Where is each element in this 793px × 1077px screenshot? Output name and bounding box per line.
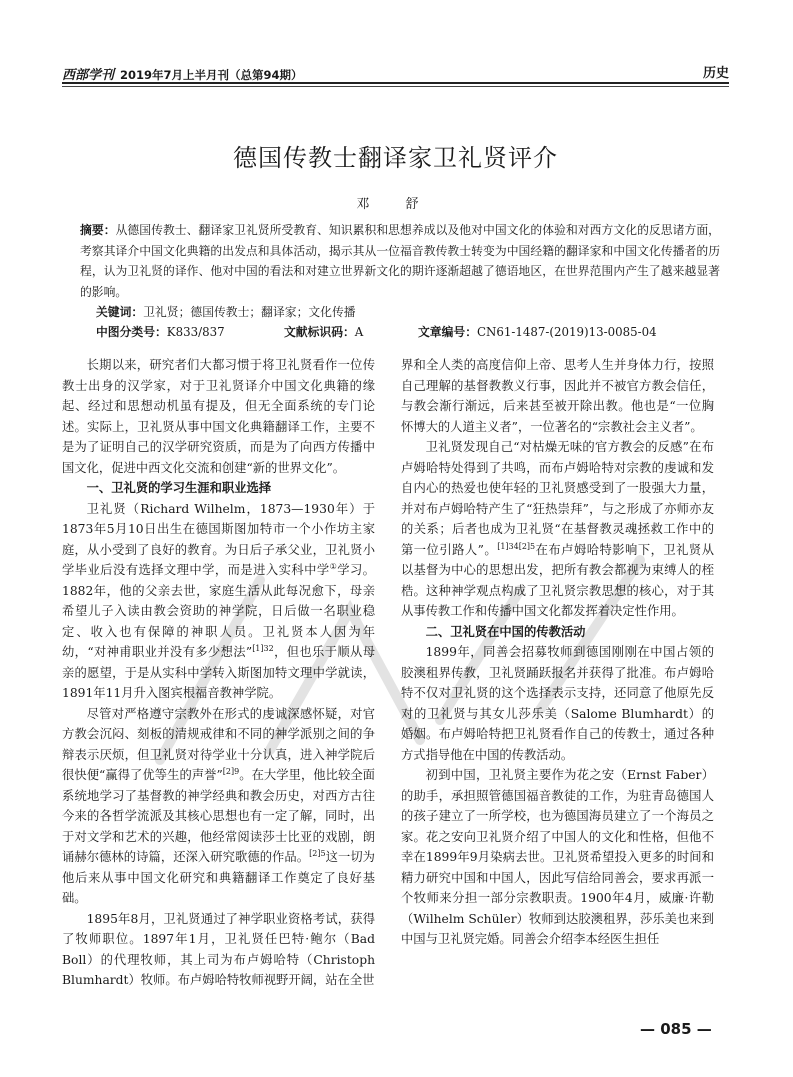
journal-issue: 2019年7月上半月刊（总第94期） (120, 68, 303, 82)
header-rule-thick (62, 82, 729, 84)
paragraph-text: 尽管对严格遵守宗教外在形式的虔诚深感怀疑，对官方教会沉闷、刻板的清规戒律和不同的神学派别之间的争辩表示厌烦，但卫礼贤对待学业十分认真，进入神学院后很快便“赢得了优等生的声誉” (62, 706, 375, 782)
journal-name: 西部学刊 (62, 68, 115, 83)
paragraph: 初到中国，卫礼贤主要作为花之安（Ernst Faber）的助手，承担照管德国福音教徒的工作，为驻青岛德国人的孩子建立了一所学校，也为德国海员建立了一个海员之家。花之安向卫礼贤介绍了中国人的文化和性格，但他不幸在1899年9月染病去世。卫礼贤希望投入更多的时间和精力研究中国和中国人，因此写信给同善会，要求再派一个牧师来分担一部分宗教职责。1900年4月，威廉·许勒（Wilhelm Schüler）牧师到达胶澳租界，莎乐美也来到中国与卫礼贤完婚。同善会介绍李本经医生担任 (401, 768, 714, 946)
footnote-marker: ① (329, 561, 338, 571)
abstract-label: 摘要： (80, 223, 116, 237)
journal-info (62, 64, 303, 83)
paragraph-text: 学习。1882年，他的父亲去世，家庭生活从此每况愈下，母亲希望儿子入读由教会资助的神学院，日后做一名职业稳定、收入也有保障的神职人员。卫礼贤本人因为年幼，“对神甫职业并没有多少想法” (62, 563, 375, 659)
article-title: 德国传教士翻译家卫礼贤评介 (233, 144, 558, 172)
abstract (80, 220, 720, 302)
citation-marker: [1]34[2]5 (497, 541, 536, 551)
paragraph-text: 卫礼贤（Richard Wilhelm，1873—1930年）于1873年5月10日出生在德国斯图加特市一个小作坊主家庭，从小受到了良好的教育。为日后子承父业，卫礼贤小学毕业后没有选择文理中学，而是进入实科中学 (62, 501, 375, 577)
paragraph-text: 在布卢姆哈特影响下，卫礼贤从以基督为中心的思想出发，把所有教会都视为束缚人的桎梏。这种神学观点构成了卫礼贤宗教思想的核心，对于其从事传教工作和传播中国文化都发挥着决定性作用。 (401, 542, 714, 618)
paragraph: 1895年8月，卫礼贤通过了神学职业资格考试，获得了牧师职位。1897年1月，卫礼贤任巴特·鲍尔（Bad Boll）的代理牧师，其上司为布卢姆哈特（Christoph Blumhardt）牧师。布卢姆哈特牧师视野开阔，站在全世 (62, 911, 375, 987)
paragraph-text: ，但也乐于顺从母亲的愿望，于是从实科中学转入斯图加特文理中学就读，1891年11月升入图宾根福音教神学院。 (62, 645, 375, 700)
clc-value: K833/837 (166, 325, 225, 339)
art-label: 文章编号： (418, 325, 477, 339)
page-number: — 085 — (640, 1020, 712, 1038)
body-column-left (62, 355, 375, 991)
art-value: CN61-1487-(2019)13-0085-04 (477, 325, 657, 339)
article-number (418, 323, 657, 340)
paragraph (62, 499, 375, 704)
article-author: 邓 舒 (356, 197, 435, 212)
paragraph: 长期以来，研究者们大都习惯于将卫礼贤看作一位传教士出身的汉学家，对于卫礼贤译介中国文化典籍的缘起、经过和思想动机虽有提及，但无全面系统的专门论述。实际上，卫礼贤从事中国文化典籍翻译工作，主要不是为了证明自己的汉学研究资质，而是为了向西方传播中国文化，促进中西文化交流和创建“新的世界文化”。 (62, 358, 375, 475)
paragraph-text: 这一切为他后来从事中国文化研究和典籍翻译工作奠定了良好基础。 (62, 850, 375, 905)
document-code (284, 323, 363, 340)
clc-number (96, 323, 225, 340)
doc-label: 文献标识码： (284, 325, 355, 339)
paragraph (401, 437, 714, 622)
paragraph-text: 卫礼贤发现自己“对枯燥无味的官方教会的反感”在布卢姆哈特处得到了共鸣，而布卢姆哈特对宗教的虔诚和发自内心的热爱也使年轻的卫礼贤感受到了一股强大力量，并对布卢姆哈特产生了“狂热崇拜”，与之形成了亦师亦友的关系；后者也成为卫礼贤“在基督教灵魂拯救工作中的第一位引路人”。 (401, 440, 714, 557)
running-header (62, 62, 729, 82)
body-column-right (401, 355, 714, 950)
keywords-label: 关键词： (96, 305, 144, 319)
abstract-text: 从德国传教士、翻译家卫礼贤所受教育、知识累积和思想养成以及他对中国文化的体验和对西方文化的反思诸方面，考察其译介中国文化典籍的出发点和具体活动，揭示其从一位福音教传教士转变为中国经籍的翻译家和中国文化传播者的历程，认为卫礼贤的译作、他对中国的看法和对建立世界新文化的期许逐渐超越了德语地区，在世界范围内产生了越来越显著的影响。 (80, 223, 720, 299)
keywords-text: 卫礼贤；德国传教士；翻译家；文化传播 (143, 305, 356, 319)
paragraph: 1899年，同善会招募牧师到德国刚刚在中国占领的胶澳租界传教，卫礼贤踊跃报名并获得了批准。布卢姆哈特不仅对卫礼贤的这个选择表示支持，还同意了他原先反对的卫礼贤与其女儿莎乐美（Salome Blumhardt）的婚姻。布卢姆哈特把卫礼贤看作自己的传教士，通过各种方式指导他在中国的传教活动。 (401, 645, 714, 762)
keywords (96, 303, 356, 320)
header-rule-thin (62, 86, 729, 87)
paragraph: 界和全人类的高度信仰上帝、思考人生并身体力行，按照自己理解的基督教教义行事，因此并不被官方教会信任，与教会渐行渐远，后来甚至被开除出教。他也是“一位胸怀博大的人道主义者”，一位著名的“宗教社会主义者”。 (401, 358, 714, 434)
citation-marker: [2]5 (309, 848, 326, 858)
clc-label: 中图分类号： (96, 325, 167, 339)
section-heading-1: 一、卫礼贤的学习生涯和职业选择 (86, 481, 272, 495)
paragraph-text: 。在大学里，他比较全面系统地学习了基督教的神学经典和教会历史，对西方古往今来的各哲学流派及其核心思想也有一定了解，同时，出于对文学和艺术的兴趣，他经常阅读莎士比亚的戏剧，朗诵赫尔德林的诗篇，还深入研究歌德的作品。 (62, 768, 375, 864)
paragraph (62, 704, 375, 909)
section-label: 历史 (702, 66, 729, 81)
citation-marker: [2]9 (222, 766, 240, 776)
citation-marker: [1]32 (252, 643, 274, 653)
doc-value: A (354, 325, 364, 339)
section-heading-2: 二、卫礼贤在中国的传教活动 (425, 624, 586, 639)
